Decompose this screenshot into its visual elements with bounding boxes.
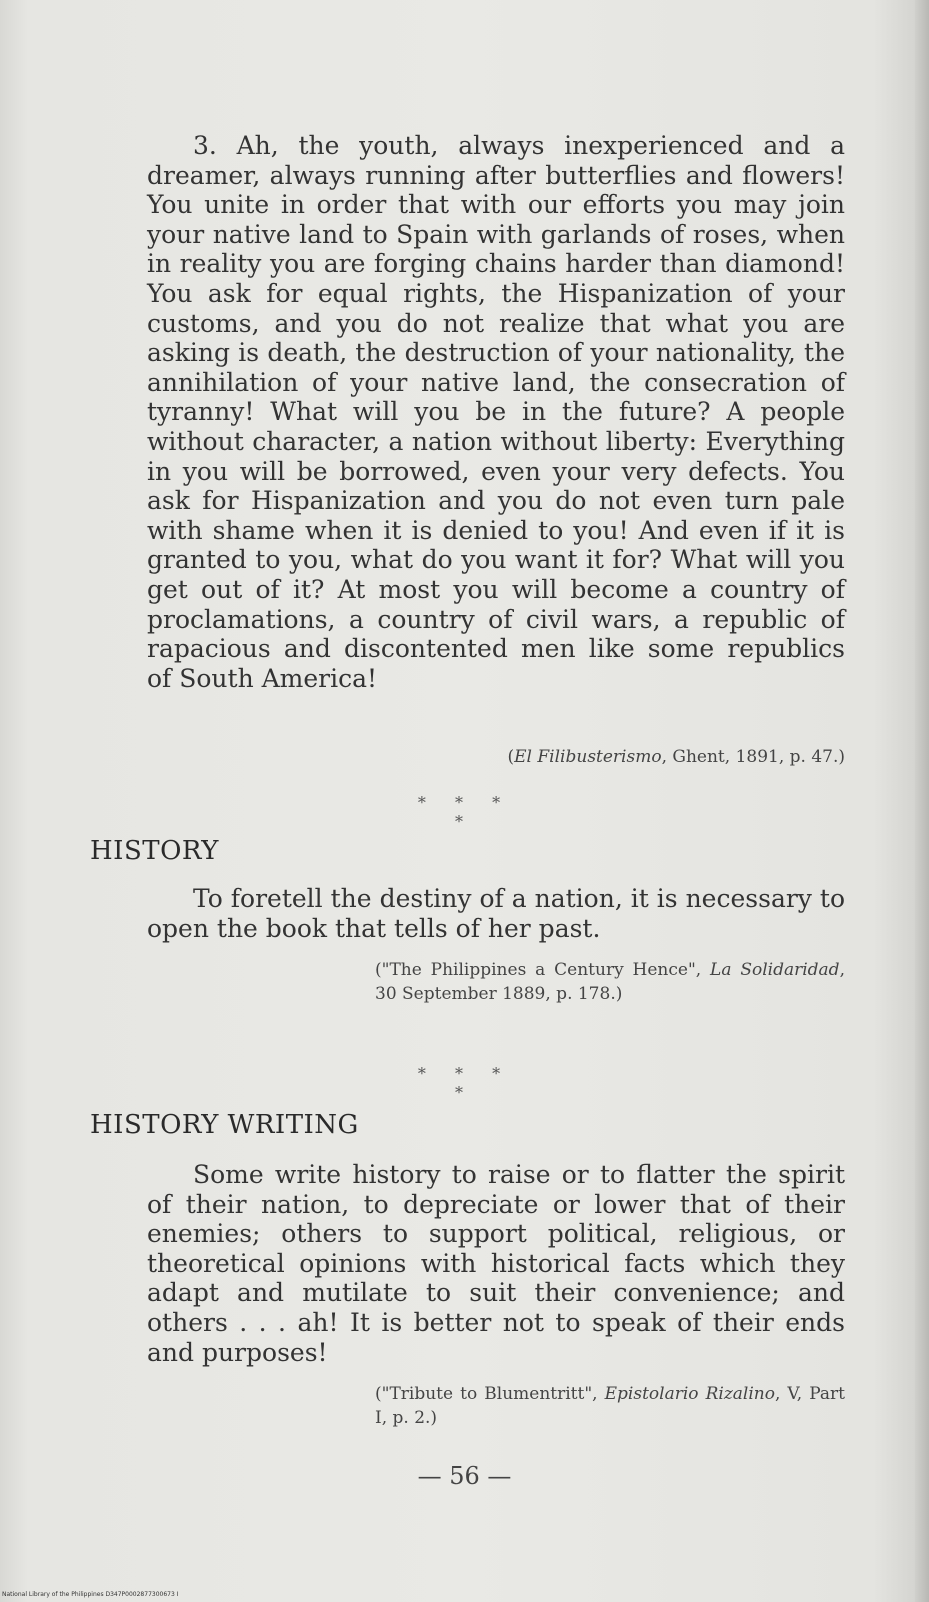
citation-part1: ("The Philippines a Century Hence", <box>375 960 711 980</box>
citation-rest: , Ghent, 1891, p. 47.) <box>661 747 845 767</box>
citation-la-solidaridad <box>375 958 845 1006</box>
page-number: — 56 — <box>417 1462 512 1490</box>
citation-part2: , 30 September 1889, p. 178.) <box>375 960 845 1004</box>
citation-title: El Filibusterismo <box>514 747 662 767</box>
citation-el-filibusterismo <box>375 745 845 769</box>
quote-paragraph-history <box>147 884 845 943</box>
citation-open: ( <box>507 747 515 767</box>
paragraph-history-text: To foretell the destiny of a nation, it is necessary to open the book that tells of her past. <box>147 884 845 943</box>
section-separator-1: * * * * <box>417 793 513 831</box>
library-footer: National Library of the Philippines D347P0002877300673 I <box>2 1591 179 1598</box>
citation-epistolario-rizalino <box>375 1382 845 1430</box>
citation-part2: , V, Part I, p. 2.) <box>375 1384 845 1428</box>
citation-part1: ("Tribute to Blumentritt", <box>375 1384 605 1404</box>
quote-paragraph-history-writing <box>147 1160 845 1367</box>
citation-title: Epistolario Rizalino <box>604 1384 775 1404</box>
heading-history: HISTORY <box>90 836 219 866</box>
book-spine-shadow <box>915 0 929 1602</box>
heading-history-writing: HISTORY WRITING <box>90 1110 359 1140</box>
citation-title: La Solidaridad <box>710 960 840 980</box>
quote-paragraph-youth <box>147 131 845 693</box>
paragraph-youth-text: 3. Ah, the youth, always inexperienced and a dreamer, always running after butterflies and flowers! You unite in order that with our efforts you may join your native land to Spain with garlands of roses, when in reality you are forging chains harder than diamond! You ask for equal rights, the Hispanization of your customs, and you do not realize that what you are asking is death, the destruction of your nationality, the annihilation of your native land, the consecration of tyranny! What will you be in the future? A people without character, a nation without liberty: Everything in you will be borrowed, even your very defects. You ask for Hispanization and you do not even turn pale with shame when it is denied to you! And even if it is granted to you, what do you want it for? What will you get out of it? At most you will become a country of proclamations, a country of civil wars, a republic of rapacious and discontented men like some republics of South America! <box>147 131 845 693</box>
section-separator-2: * * * * <box>417 1064 513 1102</box>
paragraph-history-writing-text: Some write history to raise or to flatter the spirit of their nation, to depreciate or lower that of their enemies; others to support political, religious, or theoretical opinions with historical facts which they adapt and mutilate to suit their convenience; and others . . . ah! It is better not to speak of their ends and purposes! <box>147 1160 845 1367</box>
